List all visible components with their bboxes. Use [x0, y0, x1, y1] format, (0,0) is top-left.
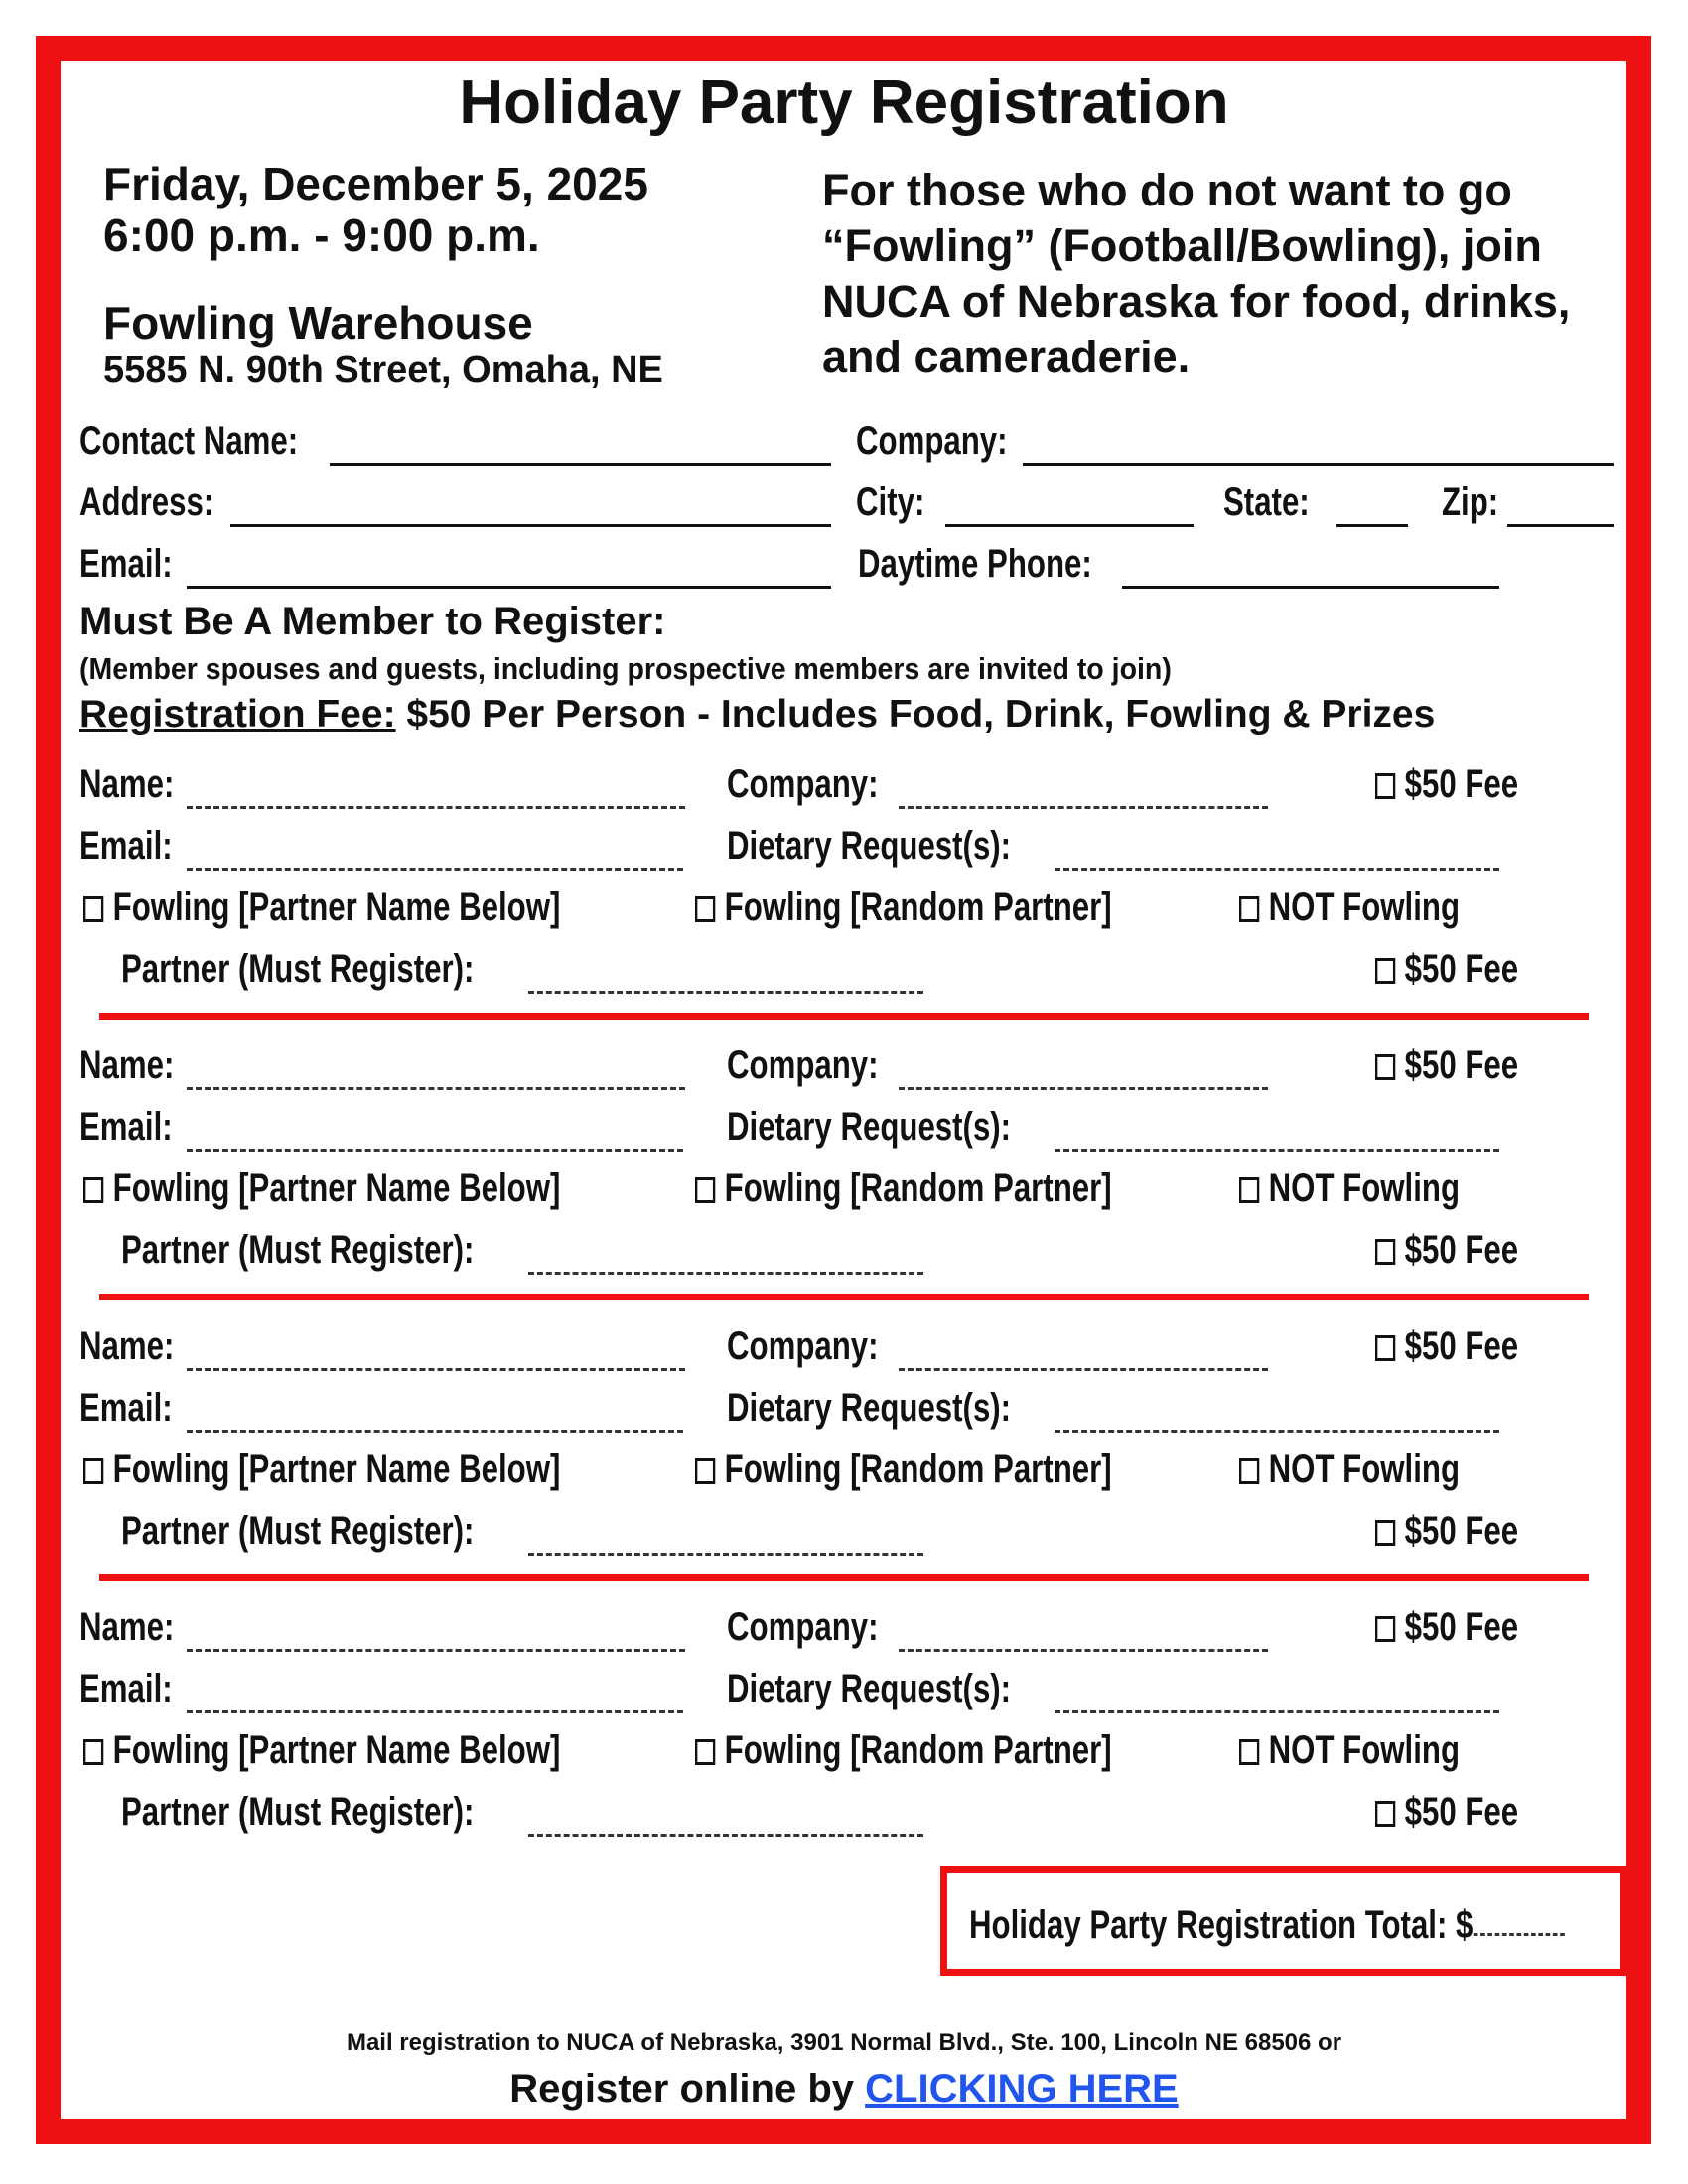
attendee-separator	[99, 1574, 1589, 1581]
contact-company-label: Company:	[856, 419, 1008, 463]
register-online	[0, 2067, 1688, 2112]
attendee-name-field[interactable]	[187, 1087, 685, 1090]
fowling-random-label: Fowling [Random Partner]	[724, 1166, 1112, 1210]
partner-fee-label: $50 Fee	[1404, 1509, 1519, 1553]
attendee-company-label: Company:	[727, 1324, 879, 1368]
attendee-dietary-field[interactable]	[1055, 1149, 1499, 1152]
partner-fee-label: $50 Fee	[1404, 1228, 1519, 1272]
checkbox-icon[interactable]	[695, 1458, 715, 1484]
checkbox-icon[interactable]	[1239, 1458, 1259, 1484]
event-venue: Fowling Warehouse	[103, 297, 533, 348]
attendee-dietary-label: Dietary Request(s):	[727, 1105, 1012, 1149]
event-time: 6:00 p.m. - 9:00 p.m.	[103, 209, 540, 261]
attendee-dietary-field[interactable]	[1055, 868, 1499, 871]
attendee-fee-checkbox[interactable]	[1375, 1043, 1518, 1088]
attendee-email-label: Email:	[79, 824, 173, 868]
contact-city-field[interactable]	[945, 524, 1194, 527]
partner-label: Partner (Must Register):	[121, 1509, 475, 1553]
event-address: 5585 N. 90th Street, Omaha, NE	[103, 349, 663, 391]
checkbox-icon[interactable]	[1375, 773, 1395, 799]
contact-address-field[interactable]	[230, 524, 831, 527]
partner-field[interactable]	[528, 991, 923, 994]
attendee-email-label: Email:	[79, 1105, 173, 1149]
attendee-company-field[interactable]	[899, 1368, 1268, 1371]
partner-label: Partner (Must Register):	[121, 1790, 475, 1834]
register-online-link[interactable]: CLICKING HERE	[865, 2067, 1179, 2111]
attendee-email-field[interactable]	[187, 1149, 683, 1152]
checkbox-icon[interactable]	[83, 896, 103, 922]
register-online-text: Register online by	[509, 2067, 866, 2111]
not-fowling-label: NOT Fowling	[1268, 1447, 1461, 1491]
fowling-partner-option[interactable]	[83, 1447, 560, 1492]
partner-label: Partner (Must Register):	[121, 947, 475, 991]
partner-fee-checkbox[interactable]	[1375, 1228, 1518, 1273]
attendee-email-field[interactable]	[187, 1710, 683, 1713]
checkbox-icon[interactable]	[1375, 1239, 1395, 1265]
partner-field[interactable]	[528, 1834, 923, 1837]
membership-heading: Must Be A Member to Register:	[79, 600, 666, 643]
partner-fee-checkbox[interactable]	[1375, 1790, 1518, 1835]
not-fowling-option[interactable]	[1239, 1166, 1460, 1211]
not-fowling-label: NOT Fowling	[1268, 886, 1461, 929]
attendee-name-label: Name:	[79, 762, 175, 806]
membership-note: (Member spouses and guests, including prospective members are invited to join)	[79, 651, 1172, 686]
registration-fee-label: Registration Fee:	[79, 693, 396, 736]
not-fowling-option[interactable]	[1239, 1447, 1460, 1492]
registration-total-box	[940, 1866, 1627, 1976]
attendee-company-label: Company:	[727, 1043, 879, 1087]
partner-fee-checkbox[interactable]	[1375, 947, 1518, 992]
attendee-name-field[interactable]	[187, 806, 685, 809]
attendee-email-field[interactable]	[187, 1430, 683, 1433]
attendee-dietary-label: Dietary Request(s):	[727, 1667, 1012, 1710]
attendee-name-label: Name:	[79, 1043, 175, 1087]
partner-label: Partner (Must Register):	[121, 1228, 475, 1272]
attendee-company-label: Company:	[727, 762, 879, 806]
attendee-company-field[interactable]	[899, 1087, 1268, 1090]
fowling-partner-label: Fowling [Partner Name Below]	[112, 886, 561, 929]
partner-field[interactable]	[528, 1272, 923, 1275]
partner-fee-checkbox[interactable]	[1375, 1509, 1518, 1554]
checkbox-icon[interactable]	[83, 1177, 103, 1203]
fowling-random-option[interactable]	[695, 886, 1112, 930]
partner-field[interactable]	[528, 1553, 923, 1556]
attendee-block	[0, 762, 1688, 1043]
registration-fee-text: $50 Per Person - Includes Food, Drink, Fowling & Prizes	[395, 693, 1436, 736]
fowling-random-option[interactable]	[695, 1728, 1112, 1773]
attendee-block	[0, 1324, 1688, 1605]
contact-state-label: State:	[1223, 480, 1310, 524]
attendee-company-field[interactable]	[899, 806, 1268, 809]
checkbox-icon[interactable]	[695, 1739, 715, 1765]
attendee-separator	[99, 1013, 1589, 1020]
attendee-fee-checkbox[interactable]	[1375, 762, 1518, 807]
partner-fee-label: $50 Fee	[1404, 1790, 1519, 1834]
registration-total-label: Holiday Party Registration Total: $	[969, 1903, 1474, 1947]
contact-address-label: Address:	[79, 480, 214, 524]
checkbox-icon[interactable]	[1375, 1801, 1395, 1827]
checkbox-icon[interactable]	[1375, 1520, 1395, 1546]
attendee-dietary-field[interactable]	[1055, 1710, 1499, 1713]
attendee-block	[0, 1605, 1688, 1886]
fowling-random-label: Fowling [Random Partner]	[724, 886, 1112, 929]
registration-fee	[79, 693, 1435, 737]
fowling-random-label: Fowling [Random Partner]	[724, 1447, 1112, 1491]
registration-total	[969, 1903, 1564, 1948]
checkbox-icon[interactable]	[1375, 1054, 1395, 1080]
contact-email-field[interactable]	[187, 586, 831, 589]
contact-state-field[interactable]	[1336, 524, 1408, 527]
fowling-partner-label: Fowling [Partner Name Below]	[112, 1447, 561, 1491]
attendee-dietary-label: Dietary Request(s):	[727, 824, 1012, 868]
checkbox-icon[interactable]	[1239, 896, 1259, 922]
attendee-name-field[interactable]	[187, 1649, 685, 1652]
contact-zip-field[interactable]	[1507, 524, 1614, 527]
fowling-partner-label: Fowling [Partner Name Below]	[112, 1166, 561, 1210]
attendee-dietary-label: Dietary Request(s):	[727, 1386, 1012, 1430]
checkbox-icon[interactable]	[695, 1177, 715, 1203]
contact-zip-label: Zip:	[1442, 480, 1499, 524]
fowling-partner-option[interactable]	[83, 1166, 560, 1211]
attendee-company-field[interactable]	[899, 1649, 1268, 1652]
checkbox-icon[interactable]	[1239, 1739, 1259, 1765]
contact-company-field[interactable]	[1023, 463, 1614, 466]
contact-name-field[interactable]	[330, 463, 831, 466]
contact-name-label: Contact Name:	[79, 419, 299, 463]
attendee-fee-label: $50 Fee	[1404, 1324, 1519, 1368]
attendee-fee-checkbox[interactable]	[1375, 1605, 1518, 1650]
contact-email-label: Email:	[79, 542, 173, 586]
registration-total-field[interactable]	[1473, 1933, 1564, 1936]
fowling-partner-option[interactable]	[83, 1728, 560, 1773]
fowling-random-option[interactable]	[695, 1447, 1112, 1492]
fowling-random-option[interactable]	[695, 1166, 1112, 1211]
attendee-email-label: Email:	[79, 1386, 173, 1430]
fowling-random-label: Fowling [Random Partner]	[724, 1728, 1112, 1772]
attendee-name-field[interactable]	[187, 1368, 685, 1371]
page-title: Holiday Party Registration	[459, 68, 1229, 137]
attendee-separator	[99, 1294, 1589, 1300]
checkbox-icon[interactable]	[1375, 1616, 1395, 1642]
attendee-dietary-field[interactable]	[1055, 1430, 1499, 1433]
attendee-email-field[interactable]	[187, 868, 683, 871]
mail-instructions: Mail registration to NUCA of Nebraska, 3901 Normal Blvd., Ste. 100, Lincoln NE 68506 or	[346, 2029, 1342, 2056]
checkbox-icon[interactable]	[1375, 958, 1395, 984]
attendee-company-label: Company:	[727, 1605, 879, 1649]
attendee-name-label: Name:	[79, 1605, 175, 1649]
not-fowling-label: NOT Fowling	[1268, 1166, 1461, 1210]
partner-fee-label: $50 Fee	[1404, 947, 1519, 991]
contact-phone-field[interactable]	[1122, 586, 1499, 589]
checkbox-icon[interactable]	[1375, 1335, 1395, 1361]
fowling-partner-option[interactable]	[83, 886, 560, 930]
not-fowling-option[interactable]	[1239, 1728, 1460, 1773]
not-fowling-option[interactable]	[1239, 886, 1460, 930]
attendee-name-label: Name:	[79, 1324, 175, 1368]
event-intro: For those who do not want to go “Fowling” (Football/Bowling), join NUCA of Nebraska for food, drinks, and cameraderie.	[822, 165, 1571, 382]
attendee-fee-label: $50 Fee	[1404, 1043, 1519, 1087]
checkbox-icon[interactable]	[695, 896, 715, 922]
contact-phone-label: Daytime Phone:	[858, 542, 1092, 586]
not-fowling-label: NOT Fowling	[1268, 1728, 1461, 1772]
attendee-block	[0, 1043, 1688, 1324]
attendee-fee-label: $50 Fee	[1404, 762, 1519, 806]
checkbox-icon[interactable]	[1239, 1177, 1259, 1203]
checkbox-icon[interactable]	[83, 1739, 103, 1765]
attendee-fee-label: $50 Fee	[1404, 1605, 1519, 1649]
event-date: Friday, December 5, 2025	[103, 158, 648, 209]
fowling-partner-label: Fowling [Partner Name Below]	[112, 1728, 561, 1772]
checkbox-icon[interactable]	[83, 1458, 103, 1484]
attendee-email-label: Email:	[79, 1667, 173, 1710]
contact-city-label: City:	[856, 480, 925, 524]
attendee-fee-checkbox[interactable]	[1375, 1324, 1518, 1369]
